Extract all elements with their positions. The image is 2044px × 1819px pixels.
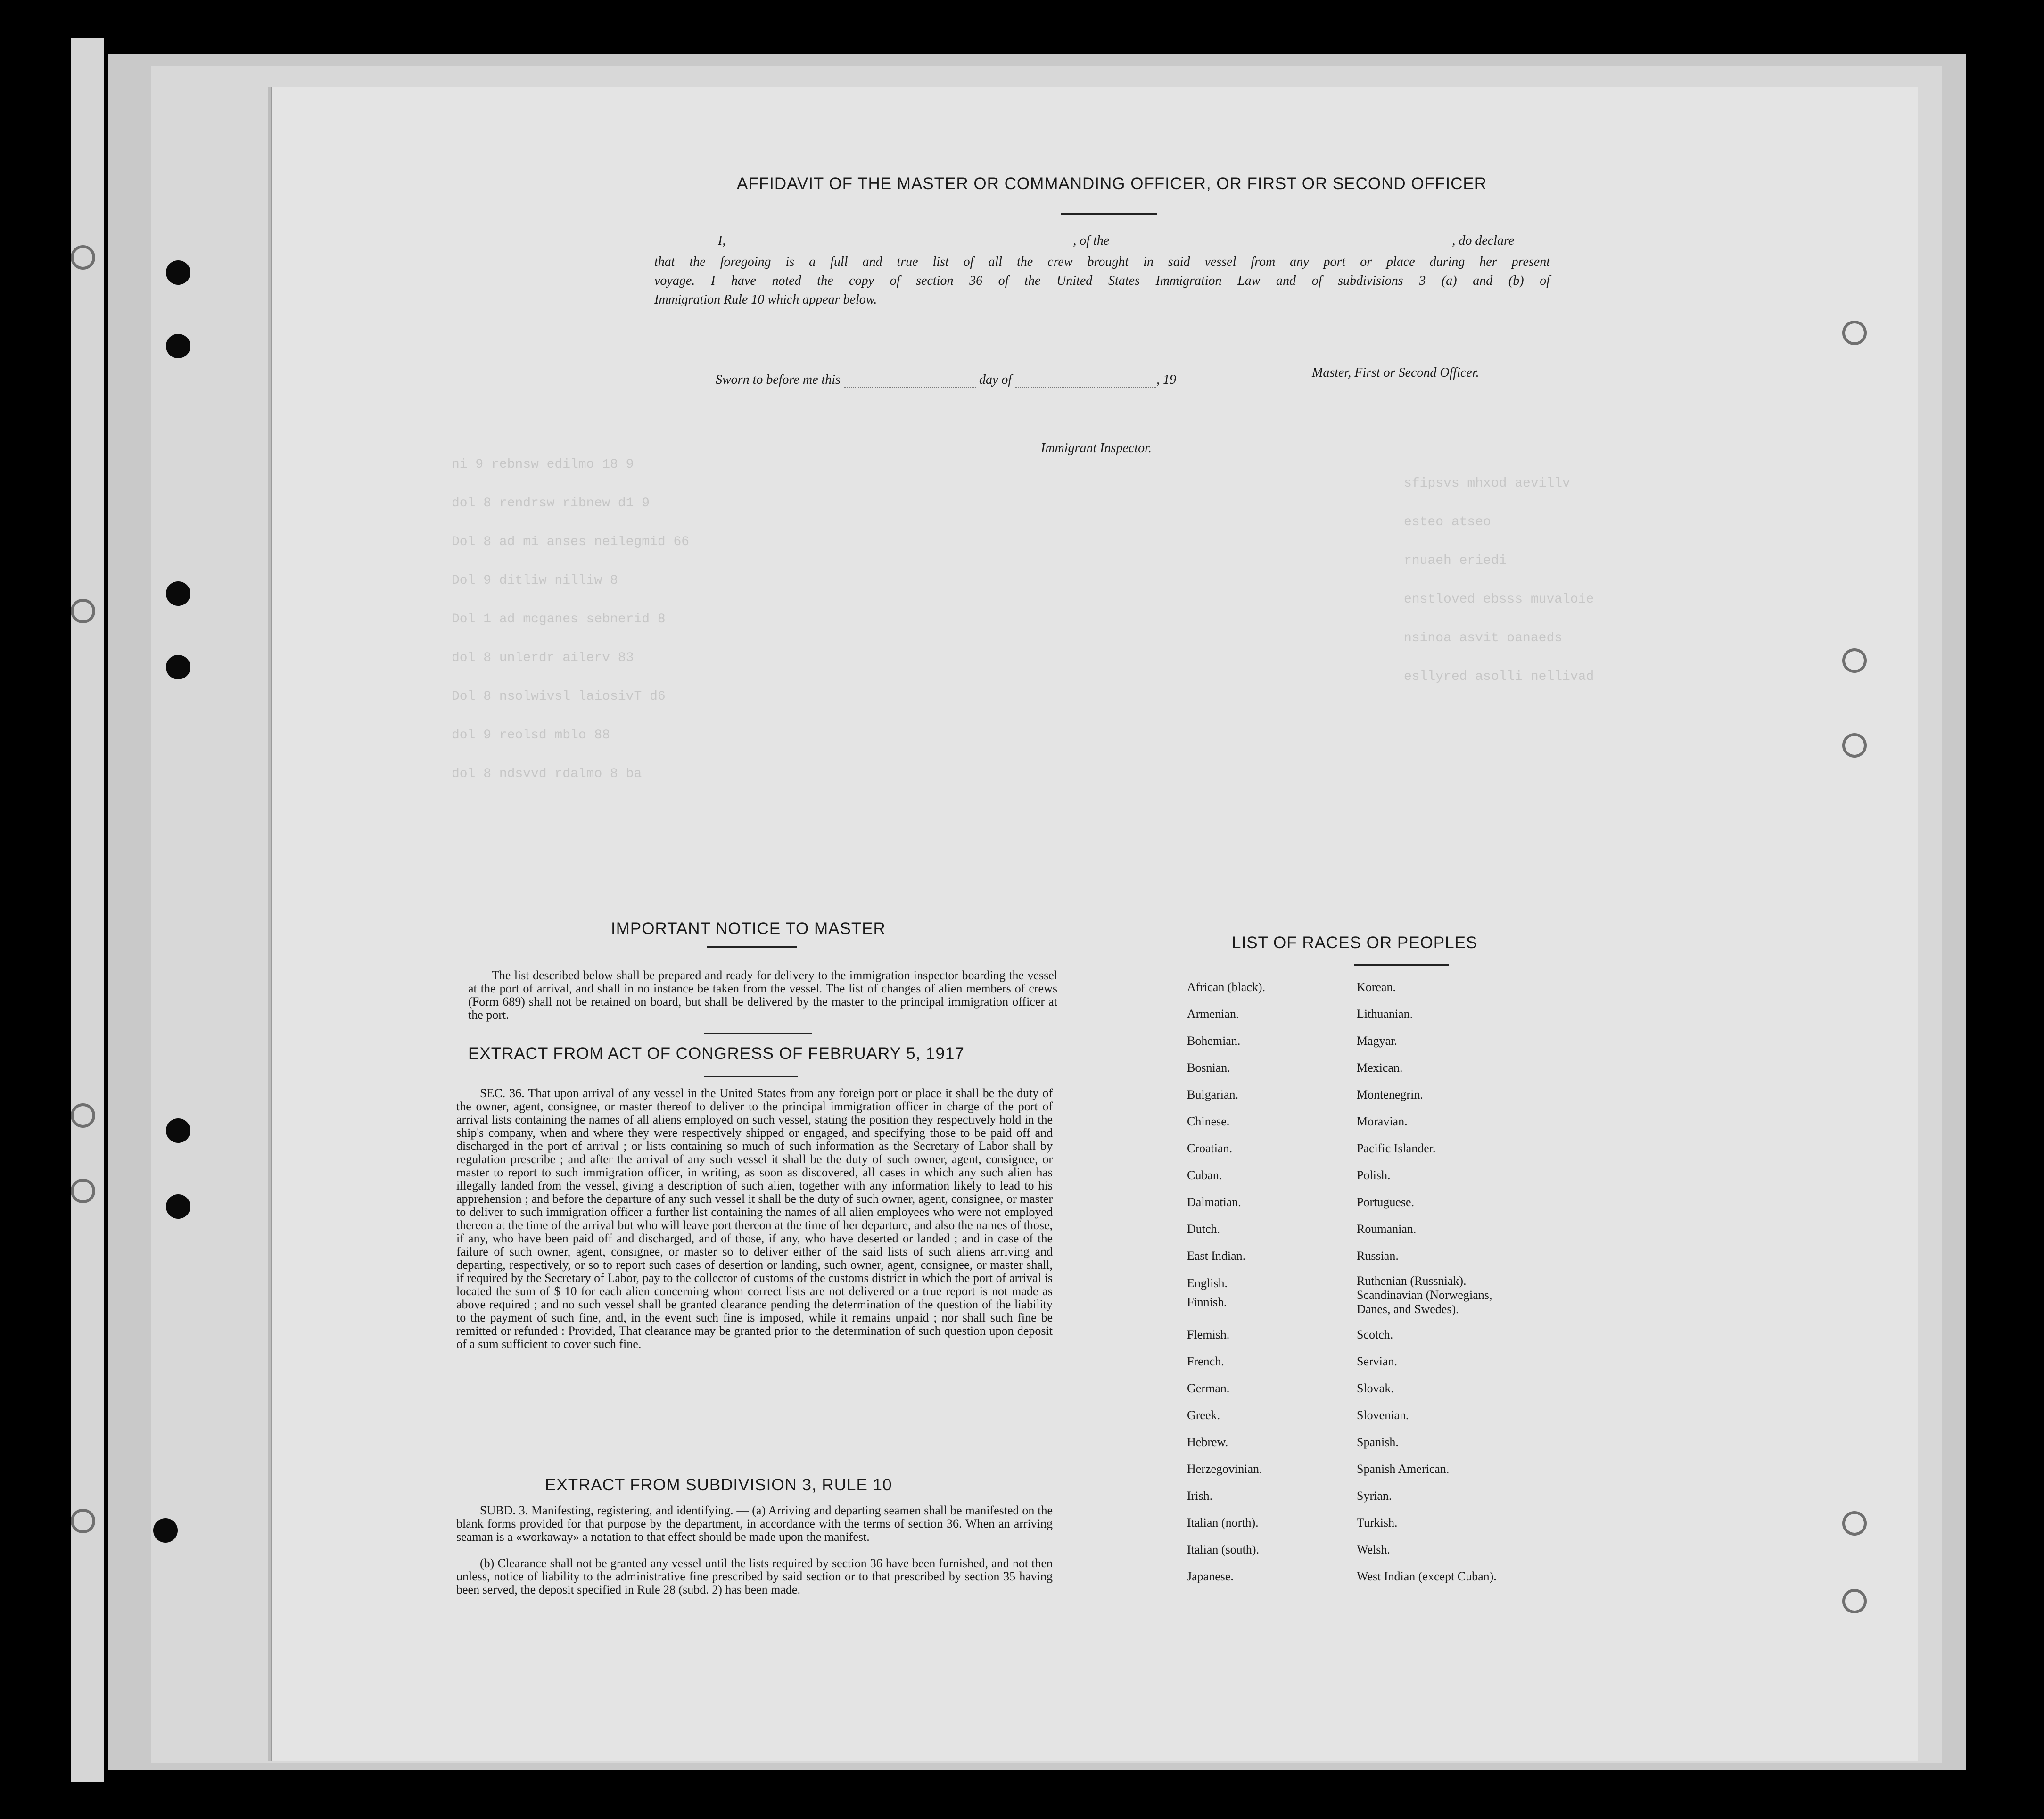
bleed-through-text: ni 9 rebnsw edilmo 18 9 dol 8 rendrsw ribnew d1 9 Dol 8 ad mi anses neilegmid 66 Dol 9 ditliw nilliw 8 Dol 1 ad mcganes sebnerid 8 dol 8 unlerdr ailerv 83 Dol 8 nsolwivsl laiosivT d6 dol 9 reolsd mblo 88 dol 8 ndsvvd rdalmo 8 ba <box>452 457 690 781</box>
affidavit-line-1 <box>718 233 1514 248</box>
race-item: Danes, and Swedes). <box>1357 1302 1459 1316</box>
notice-underline <box>707 946 797 948</box>
race-item: Moravian. <box>1357 1115 1408 1128</box>
race-item: Welsh. <box>1357 1543 1390 1556</box>
declarant-label: I, <box>718 233 726 248</box>
of-the-label: , of the <box>1073 233 1110 248</box>
races-underline <box>1354 964 1449 966</box>
race-item: Cuban. <box>1187 1168 1222 1182</box>
title-underline <box>1061 213 1157 215</box>
race-item: Magyar. <box>1357 1034 1397 1048</box>
race-item: Spanish American. <box>1357 1462 1450 1476</box>
sworn-line <box>716 372 1176 388</box>
declare-label: , do declare <box>1452 233 1515 248</box>
binder-hole <box>1842 1589 1867 1613</box>
binder-hole <box>153 1518 178 1543</box>
race-item: English. <box>1187 1276 1228 1290</box>
race-item: Korean. <box>1357 980 1396 994</box>
race-item: Chinese. <box>1187 1115 1230 1128</box>
affidavit-line-3: voyage. I have noted the copy of section 36 of the United States Immigration Law and of subdivisions 3 (a) and (b) of <box>654 273 1550 288</box>
race-item: Flemish. <box>1187 1328 1230 1341</box>
race-item: French. <box>1187 1355 1224 1368</box>
race-item: Spanish. <box>1357 1435 1399 1449</box>
race-item: Ruthenian (Russniak). <box>1357 1274 1467 1288</box>
binder-hole <box>71 245 95 270</box>
binder-hole <box>1842 733 1867 758</box>
race-item: Russian. <box>1357 1249 1399 1263</box>
extract-rule-text-b: (b) Clearance shall not be granted any vessel until the lists required by section 36 have been furnished, and not then unless, notice of liability to the administrative fine prescribed by said section or to that prescribed by section 35 having been served, the deposit specified in Rule 28 (subd. 2) has been made. <box>456 1556 1053 1596</box>
bleed-through-text: sfipsvs mhxod aevillv esteo atseo rnuaeh eriedi enstloved ebsss muvaloie nsinoa asvit oanaeds esllyred asolli nellivad <box>1404 476 1594 684</box>
race-item: Pacific Islander. <box>1357 1141 1436 1155</box>
binder-hole <box>166 581 190 606</box>
race-item: Japanese. <box>1187 1570 1234 1583</box>
binder-hole <box>1842 321 1867 345</box>
race-item: Bosnian. <box>1187 1061 1230 1075</box>
binder-hole <box>166 1194 190 1219</box>
race-item: Lithuanian. <box>1357 1007 1413 1021</box>
binder-hole <box>166 260 190 285</box>
race-item: Syrian. <box>1357 1489 1392 1503</box>
binder-hole <box>1842 648 1867 673</box>
affidavit-line-2: that the foregoing is a full and true list of all the crew brought in said vessel from any port or place during her present <box>654 255 1550 269</box>
race-item: Irish. <box>1187 1489 1213 1503</box>
race-item: Dutch. <box>1187 1222 1220 1236</box>
sworn-day-field[interactable] <box>844 387 976 388</box>
affidavit-line-4: Immigration Rule 10 which appear below. <box>654 292 877 307</box>
race-item: Armenian. <box>1187 1007 1239 1021</box>
notice-title: IMPORTANT NOTICE TO MASTER <box>611 919 886 938</box>
race-item: Croatian. <box>1187 1141 1233 1155</box>
race-item: Slovenian. <box>1357 1408 1409 1422</box>
extract-act-text: SEC. 36. That upon arrival of any vessel in the United States from any foreign port or place it shall be the duty of the owner, agent, consignee, or master thereof to deliver to the principal immigration officer in charge of the port of arrival lists containing the names of all aliens employed on such vessel, stating the position they respectively hold in the ship's company, when and where they were respectively shipped or engaged, and specifying those to be paid off and discharged in the port of arrival ; or lists containing so much of such information as the Secretary of Labor shall by regulation prescribe ; and after the arrival of any such vessel it shall be the duty of such owner, agent, consignee, or master to report to such immigration officer, in writing, as soon as discovered, all cases in which any such alien has illegally landed from the vessel, giving a description of such alien, together with any information likely to lead to his apprehension ; and before the departure of any such vessel it shall be the duty of such owner, agent, consignee, or master to deliver to such immigration officer a further list containing the names of all alien employees who were not employed thereon at the time of the arrival but who will leave port thereon at the time of her departure, and also the names of those, if any, who have been paid off and discharged, and of those, if any, who have deserted or landed ; and in case of the failure of such owner, agent, consignee, or master so to deliver either of the said lists of such aliens arriving and departing, respectively, or so to report such cases of desertion or landing, such owner, agent, consignee, or master shall, if required by the Secretary of Labor, pay to the collector of customs of the customs district in which the port of arrival is located the sum of $ 10 for each alien concerning whom correct lists are not delivered or a true report is not made as above required ; and no such vessel shall be granted clearance pending the determination of the question of the liability to the payment of such fine, and, in the event such fine is imposed, while it remains unpaid ; nor shall such fine be remitted or refunded : Provided, That clearance may be granted prior to the determination of such question upon deposit of a sum sufficient to cover such fine. <box>456 1086 1053 1351</box>
race-item: Slovak. <box>1357 1381 1394 1395</box>
race-item: Roumanian. <box>1357 1222 1417 1236</box>
extract-act-title: EXTRACT FROM ACT OF CONGRESS OF FEBRUARY 5, 1917 <box>468 1044 964 1063</box>
binder-hole <box>71 1103 95 1128</box>
race-item: German. <box>1187 1381 1230 1395</box>
race-item: West Indian (except Cuban). <box>1357 1570 1497 1583</box>
races-column-2 <box>1357 974 1497 1590</box>
binder-hole <box>166 334 190 358</box>
extract-rule-title: EXTRACT FROM SUBDIVISION 3, RULE 10 <box>545 1476 892 1494</box>
races-title: LIST OF RACES OR PEOPLES <box>1232 934 1478 952</box>
race-item: Hebrew. <box>1187 1435 1228 1449</box>
race-item: Bulgarian. <box>1187 1088 1239 1101</box>
race-item: Herzegovinian. <box>1187 1462 1262 1476</box>
race-item: Scotch. <box>1357 1328 1393 1341</box>
affidavit-sheet <box>271 87 1918 1761</box>
race-item: Turkish. <box>1357 1516 1398 1530</box>
binder-hole <box>71 599 95 623</box>
binder-hole <box>166 1118 190 1143</box>
notice-text: The list described below shall be prepared and ready for delivery to the immigration inspector boarding the vessel at the port of arrival, and shall in no instance be taken from the vessel. The list of changes of alien members of crews (Form 689) shall not be retained on board, but shall be delivered by the master to the principal immigration officer at the port. <box>468 968 1057 1022</box>
race-item: Polish. <box>1357 1168 1391 1182</box>
binder-hole <box>1842 1511 1867 1536</box>
race-item: Dalmatian. <box>1187 1195 1241 1209</box>
sworn-label: Sworn to before me this <box>716 372 841 387</box>
race-item: Portuguese. <box>1357 1195 1415 1209</box>
race-item: Greek. <box>1187 1408 1220 1422</box>
race-item: East Indian. <box>1187 1249 1246 1263</box>
master-signature-label: Master, First or Second Officer. <box>1312 365 1479 380</box>
binder-hole <box>71 1179 95 1203</box>
binder-hole <box>166 655 190 679</box>
race-item: Italian (south). <box>1187 1543 1260 1556</box>
inspector-signature-label: Immigrant Inspector. <box>1041 441 1152 455</box>
race-item: Scandinavian (Norwegians, <box>1357 1288 1492 1302</box>
day-of-label: day of <box>979 372 1012 387</box>
race-item: African (black). <box>1187 980 1266 994</box>
binder-hole <box>71 1509 95 1533</box>
race-item: Servian. <box>1357 1355 1397 1368</box>
extract-rule-text-a: SUBD. 3. Manifesting, registering, and identifying. — (a) Arriving and departing seamen shall be manifested on the blank forms provided for that purpose by the department, in accordance with the terms of section 36. When an arriving seaman is a «workaway» a notation to that effect should be made upon the manifest. <box>456 1504 1053 1544</box>
races-column-1 <box>1187 974 1265 1590</box>
year-label: , 19 <box>1156 372 1177 387</box>
race-item: Montenegrin. <box>1357 1088 1423 1101</box>
act-overline <box>704 1033 812 1034</box>
sworn-month-field[interactable] <box>1015 387 1156 388</box>
race-item: Bohemian. <box>1187 1034 1241 1048</box>
race-item: Italian (north). <box>1187 1516 1259 1530</box>
affidavit-title: AFFIDAVIT OF THE MASTER OR COMMANDING OFFICER, OR FIRST OR SECOND OFFICER <box>737 174 1487 193</box>
act-underline <box>704 1076 798 1077</box>
race-item: Finnish. <box>1187 1295 1227 1309</box>
race-item: Mexican. <box>1357 1061 1403 1075</box>
